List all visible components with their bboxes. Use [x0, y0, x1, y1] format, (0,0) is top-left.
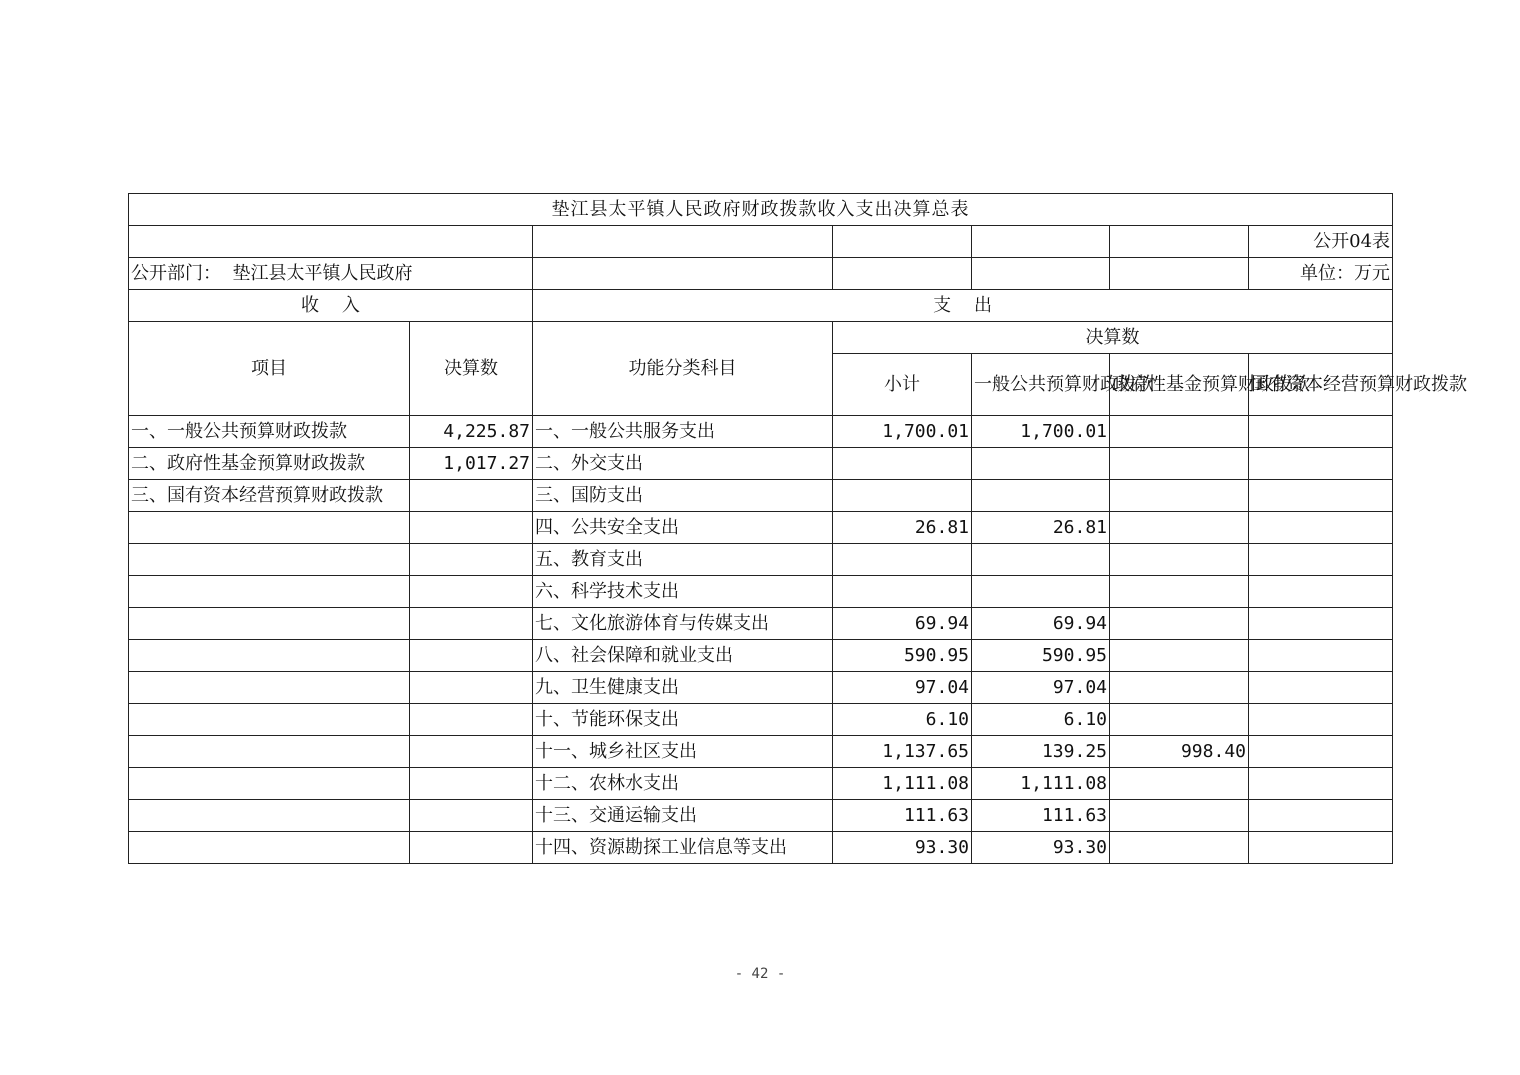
expense-subtotal: 1,111.08 — [833, 768, 972, 800]
expense-subtotal — [833, 544, 972, 576]
expense-subtotal — [833, 480, 972, 512]
meta-blank — [129, 226, 533, 258]
table-row — [129, 544, 1393, 576]
meta-row-2 — [129, 258, 1393, 290]
expense-general-budget — [972, 480, 1110, 512]
page-number: - 42 - — [734, 966, 786, 982]
expense-general-budget: 93.30 — [972, 832, 1110, 864]
income-item — [129, 800, 410, 832]
expense-item: 四、公共安全支出 — [533, 512, 833, 544]
expense-item: 三、国防支出 — [533, 480, 833, 512]
expense-gov-fund — [1110, 544, 1249, 576]
expense-general-budget: 26.81 — [972, 512, 1110, 544]
income-amount — [410, 736, 533, 768]
expense-item: 七、文化旅游体育与传媒支出 — [533, 608, 833, 640]
header-item: 项目 — [129, 322, 410, 416]
expense-item: 十三、交通运输支出 — [533, 800, 833, 832]
expense-state-capital — [1249, 448, 1393, 480]
income-amount — [410, 800, 533, 832]
expense-subtotal — [833, 576, 972, 608]
expense-subtotal: 6.10 — [833, 704, 972, 736]
income-item: 三、国有资本经营预算财政拨款 — [129, 480, 410, 512]
income-item — [129, 832, 410, 864]
expense-state-capital — [1249, 768, 1393, 800]
table-row — [129, 640, 1393, 672]
expense-state-capital — [1249, 416, 1393, 448]
expense-subtotal: 69.94 — [833, 608, 972, 640]
table-row — [129, 448, 1393, 480]
expense-item: 十二、农林水支出 — [533, 768, 833, 800]
expense-subtotal — [833, 448, 972, 480]
final-accounts-table — [128, 193, 1467, 864]
meta-row-1 — [129, 226, 1393, 258]
expense-subtotal: 26.81 — [833, 512, 972, 544]
expense-subtotal: 1,700.01 — [833, 416, 972, 448]
income-item — [129, 576, 410, 608]
income-amount: 4,225.87 — [410, 416, 533, 448]
expense-item: 十四、资源勘探工业信息等支出 — [533, 832, 833, 864]
income-item — [129, 512, 410, 544]
table-title: 垫江县太平镇人民政府财政拨款收入支出决算总表 — [129, 194, 1393, 226]
expense-state-capital — [1249, 672, 1393, 704]
expense-subtotal: 93.30 — [833, 832, 972, 864]
income-item — [129, 544, 410, 576]
income-item — [129, 768, 410, 800]
expense-subtotal: 1,137.65 — [833, 736, 972, 768]
header-row-1 — [129, 322, 1393, 354]
expense-gov-fund — [1110, 480, 1249, 512]
expense-general-budget: 97.04 — [972, 672, 1110, 704]
expense-gov-fund — [1110, 576, 1249, 608]
income-amount — [410, 672, 533, 704]
expense-gov-fund — [1110, 832, 1249, 864]
header-state-capital — [1249, 354, 1467, 416]
expense-state-capital — [1249, 576, 1393, 608]
expense-item: 六、科学技术支出 — [533, 576, 833, 608]
income-amount — [410, 640, 533, 672]
header-gov-fund-text: 政府性基金预算财政拨款 — [1112, 373, 1310, 395]
expense-general-budget — [972, 448, 1110, 480]
table-row — [129, 800, 1393, 832]
header-general-budget — [972, 354, 1154, 416]
expense-gov-fund — [1110, 640, 1249, 672]
expense-subtotal: 97.04 — [833, 672, 972, 704]
header-subtotal: 小计 — [833, 354, 972, 416]
income-amount — [410, 480, 533, 512]
expense-general-budget: 590.95 — [972, 640, 1110, 672]
income-amount — [410, 608, 533, 640]
income-amount — [410, 576, 533, 608]
expense-item: 十一、城乡社区支出 — [533, 736, 833, 768]
table-row — [129, 480, 1393, 512]
table-row — [129, 416, 1393, 448]
expense-item: 一、一般公共服务支出 — [533, 416, 833, 448]
table-row — [129, 608, 1393, 640]
header-final-group: 决算数 — [833, 322, 1393, 354]
expense-general-budget: 69.94 — [972, 608, 1110, 640]
table-row — [129, 576, 1393, 608]
expense-item: 五、教育支出 — [533, 544, 833, 576]
income-item — [129, 672, 410, 704]
income-item — [129, 608, 410, 640]
expense-state-capital — [1249, 704, 1393, 736]
income-item — [129, 736, 410, 768]
unit-label: 单位：万元 — [1249, 258, 1393, 290]
income-item — [129, 640, 410, 672]
income-amount — [410, 832, 533, 864]
expense-state-capital — [1249, 800, 1393, 832]
income-section-header: 收 入 — [129, 290, 533, 322]
expense-general-budget: 111.63 — [972, 800, 1110, 832]
expense-subtotal: 590.95 — [833, 640, 972, 672]
income-amount — [410, 512, 533, 544]
expense-gov-fund: 998.40 — [1110, 736, 1249, 768]
income-amount — [410, 544, 533, 576]
expense-gov-fund — [1110, 800, 1249, 832]
table-row — [129, 704, 1393, 736]
section-row — [129, 290, 1393, 322]
table-row — [129, 672, 1393, 704]
expense-gov-fund — [1110, 512, 1249, 544]
expense-item: 十、节能环保支出 — [533, 704, 833, 736]
expense-general-budget: 1,700.01 — [972, 416, 1110, 448]
expense-gov-fund — [1110, 704, 1249, 736]
expense-item: 二、外交支出 — [533, 448, 833, 480]
expense-state-capital — [1249, 832, 1393, 864]
expense-item: 八、社会保障和就业支出 — [533, 640, 833, 672]
expense-general-budget: 139.25 — [972, 736, 1110, 768]
expense-general-budget — [972, 544, 1110, 576]
expense-state-capital — [1249, 608, 1393, 640]
expense-section-header: 支 出 — [533, 290, 1393, 322]
income-item — [129, 704, 410, 736]
expense-general-budget: 1,111.08 — [972, 768, 1110, 800]
expense-gov-fund — [1110, 768, 1249, 800]
header-function-class: 功能分类科目 — [533, 322, 833, 416]
header-state-capital-text: 国有资本经营预算财政拨款 — [1251, 373, 1467, 395]
table-row — [129, 512, 1393, 544]
expense-state-capital — [1249, 480, 1393, 512]
header-amount: 决算数 — [410, 322, 533, 416]
expense-state-capital — [1249, 736, 1393, 768]
expense-item: 九、卫生健康支出 — [533, 672, 833, 704]
table-row — [129, 736, 1393, 768]
table-row — [129, 832, 1393, 864]
expense-gov-fund — [1110, 448, 1249, 480]
expense-general-budget: 6.10 — [972, 704, 1110, 736]
income-amount — [410, 768, 533, 800]
form-code: 公开04表 — [1249, 226, 1393, 258]
expense-state-capital — [1249, 544, 1393, 576]
department-label: 公开部门： 垫江县太平镇人民政府 — [129, 258, 533, 290]
income-amount: 1,017.27 — [410, 448, 533, 480]
income-item: 一、一般公共预算财政拨款 — [129, 416, 410, 448]
expense-general-budget — [972, 576, 1110, 608]
income-item: 二、政府性基金预算财政拨款 — [129, 448, 410, 480]
header-gov-fund — [1110, 354, 1310, 416]
expense-subtotal: 111.63 — [833, 800, 972, 832]
title-row — [129, 194, 1393, 226]
table-row — [129, 768, 1393, 800]
expense-state-capital — [1249, 640, 1393, 672]
expense-gov-fund — [1110, 672, 1249, 704]
expense-state-capital — [1249, 512, 1393, 544]
expense-gov-fund — [1110, 416, 1249, 448]
income-amount — [410, 704, 533, 736]
header-general-budget-text: 一般公共预算财政拨款 — [974, 373, 1154, 395]
expense-gov-fund — [1110, 608, 1249, 640]
